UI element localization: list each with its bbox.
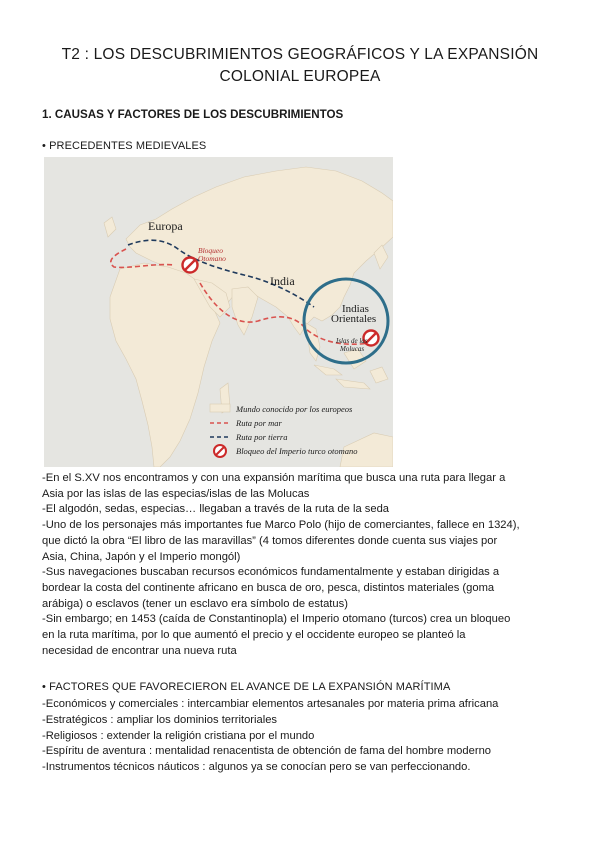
text-line: Asia, China, Japón y el Imperio mongól) — [42, 550, 241, 563]
land-swatch — [210, 404, 230, 412]
label-europa: Europa — [148, 219, 183, 233]
label-indias: Indias — [342, 303, 369, 315]
legend-land-label: Mundo conocido por los europeos — [236, 404, 353, 414]
subheading-precedentes: • PRECEDENTES MEDIEVALES — [42, 140, 207, 152]
world-map — [44, 157, 393, 467]
label-molucas: Molucas — [340, 345, 365, 353]
label-india: India — [270, 274, 295, 288]
legend-sea-label: Ruta por mar — [236, 418, 282, 428]
factors-list — [42, 697, 572, 776]
text-line: arábiga) o esclavos (tener un esclavo era símbolo de estatus) — [42, 597, 348, 610]
paragraph-precedentes — [42, 471, 572, 659]
label-otomano: Otomano — [198, 254, 226, 263]
text-line: en la ruta marítima, por lo que aumentó el precio y el occidente europeo se planteó la — [42, 629, 466, 642]
text-line: -Uno de los personajes más importantes fue Marco Polo (hijo de comerciantes, fallece en 1324), — [42, 519, 520, 532]
map-figure — [44, 157, 393, 467]
block-icon — [214, 445, 226, 457]
title-line-1: T2 : LOS DESCUBRIMIENTOS GEOGRÁFICOS Y LA EXPANSIÓN — [61, 46, 539, 63]
legend-block-label: Bloqueo del Imperio turco otomano — [236, 446, 358, 456]
subheading-factores: • FACTORES QUE FAVORECIERON EL AVANCE DE LA EXPANSIÓN MARÍTIMA — [42, 681, 451, 693]
title-line-2: COLONIAL EUROPEA — [219, 68, 381, 85]
legend-land-route-label: Ruta por tierra — [236, 432, 288, 442]
list-item: -Instrumentos técnicos náuticos : algunos ya se conocían pero se van perfeccionando. — [42, 761, 471, 774]
list-item: -Económicos y comerciales : intercambiar elementos artesanales por materia prima africana — [42, 698, 499, 710]
list-item: -Espíritu de aventura : mentalidad renacentista de obtención de fama del hombre moderno — [42, 745, 492, 758]
block-icon — [183, 258, 198, 273]
text-line: -En el S.XV nos encontramos y con una expansión marítima que busca una ruta para llegar a — [42, 472, 506, 484]
text-line: necesidad de encontrar una nueva ruta — [42, 644, 237, 657]
label-islas-de-las: Islas de las — [336, 337, 368, 345]
text-line: -Sin embargo; en 1453 (caída de Constantinopla) el Imperio otomano (turcos) crea un bloqueo — [42, 613, 511, 626]
text-line: -El algodón, sedas, especias… llegaban a través de la ruta de la seda — [42, 503, 390, 516]
label-bloqueo: Bloqueo — [198, 246, 223, 255]
map-legend — [210, 404, 358, 457]
text-line: bordear la costa del continente africano en busca de oro, pesca, distintos materiales (goma — [42, 581, 495, 594]
section-heading: 1. CAUSAS Y FACTORES DE LOS DESCUBRIMIENTOS — [42, 108, 344, 121]
text-line: -Sus navegaciones buscaban recursos económicos fundamentalmente y estaban dirigidas a — [42, 566, 500, 579]
text-line: Asia por las islas de las especias/islas de las Molucas — [42, 487, 310, 500]
list-item: -Religiosos : extender la religión cristiana por el mundo — [42, 729, 315, 742]
text-line: que dictó la obra “El libro de las maravillas” (4 tomos diferentes donde cuenta sus viajes por — [42, 534, 498, 547]
label-orientales: Orientales — [331, 313, 377, 325]
page-title — [40, 44, 560, 88]
list-item: -Estratégicos : ampliar los dominios territoriales — [42, 713, 278, 726]
